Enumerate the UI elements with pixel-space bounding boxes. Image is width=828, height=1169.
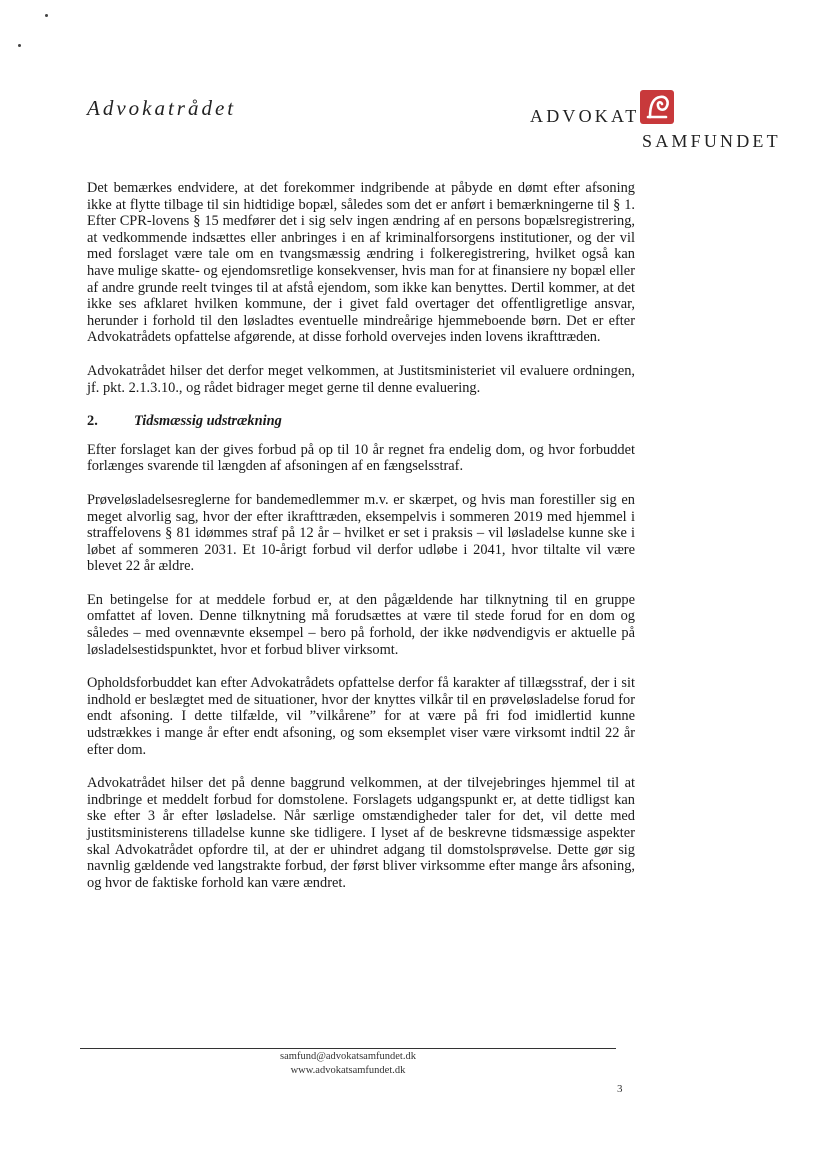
- footer: [80, 1050, 616, 1078]
- section-number: 2.: [87, 413, 98, 430]
- letter-body: [87, 180, 635, 908]
- scan-speck: [45, 14, 48, 17]
- section-title: Tidsmæssig udstrækning: [134, 413, 282, 430]
- paragraph: Det bemærkes endvidere, at det forekommer indgribende at påbyde en dømt efter afsoning ikke at flytte tilbage til sin hidtidige bopæl, således som det er anført i bemærkningerne til § 1. Efter CPR-lovens § 15 medfører det i sig selv ingen ændring af en persons bopælsregistrering, at vedkommende indsættes eller anbringes i en af kriminalforsorgens institutioner, og der vil med forslaget være tale om en tvangsmæssig ændring i folkeregistrering, hvilket også kan have mulige skatte- og ejendomsretlige konsekvenser, hvis man for at finansiere ny bopæl eller af andre grunde reelt tvinges til at afstå ejendom, som ikke kan benyttes. Dertil kommer, at det ikke ses afklaret hvilken kommune, der i givet fald overtager det offentligretlige ansvar, herunder i forhold til den løsladtes eventuelle mindreårige hjemmeboende børn. Det er efter Advokatrådets opfattelse afgørende, at disse forhold overvejes inden lovens ikrafttræden.: [87, 180, 635, 346]
- paragraph: Efter forslaget kan der gives forbud på op til 10 år regnet fra endelig dom, og hvor forbuddet forlænges svarende til længden af afsoningen af en fængselsstraf.: [87, 441, 635, 475]
- logo-emblem-icon: [640, 90, 674, 124]
- scan-speck: [18, 44, 21, 47]
- footer-divider: [80, 1048, 616, 1049]
- section-heading: [87, 413, 635, 430]
- footer-email[interactable]: samfund@advokatsamfundet.dk: [280, 1051, 416, 1062]
- logo-text-samfundet: SAMFUNDET: [642, 131, 781, 151]
- paragraph: Prøveløsladelsesreglerne for bandemedlemmer m.v. er skærpet, og hvis man forestiller sig en meget alvorlig sag, hvor der efter ikrafttræden, eksempelvis i sommeren 2019 med hjemmel i straffelovens § 81 idømmes straf på 12 år – hvilket er set i praksis – vil løsladelse kunne ske i løbet af sommeren 2031. Et 10-årigt forbud vil derfor udløbe i 2041, hvor tiltalte vil være blevet 22 år ældre.: [87, 491, 635, 575]
- paragraph: En betingelse for at meddele forbud er, at den pågældende har tilknytning til en gruppe omfattet af loven. Denne tilknytning må forudsættes at være til stede forud for en dom og således – med ovennævnte eksempel – bero på forhold, der ikke nødvendigvis er aktuelle på løsladelsestidspunktet, hvor et forbud bliver virksomt.: [87, 591, 635, 658]
- advokatsamfundet-logo: [530, 90, 790, 160]
- page-number: 3: [617, 1083, 623, 1095]
- header-title: Advokatrådet: [87, 96, 237, 120]
- paragraph: Opholdsforbuddet kan efter Advokatrådets opfattelse derfor få karakter af tillægsstraf, der i sit indhold er beslægtet med de situationer, hvor der knyttes vilkår til en prøveløsladelse forud for endt afsoning. I dette tilfælde, vil ”vilkårene” for at være på fri fod imidlertid kunne udstrækkes i mange år efter endt afsoning, og som eksemplet viser være virksomt indtil 22 år efter dom.: [87, 675, 635, 758]
- paragraph: Advokatrådet hilser det på denne baggrund velkommen, at der tilvejebringes hjemmel til at indbringe et meddelt forbud for domstolene. Forslagets udgangspunkt er, at dette tidligst kan ske efter 3 år efter løsladelse. Når særlige omstændigheder taler for det, vil dette med justitsministerens tilladelse kunne ske tidligere. I lyset af de beskrevne tidsmæssige aspekter skal Advokatrådet opfordre til, at der er uhindret adgang til domstolsprøvelse. Dette gør sig navnlig gældende ved langstrakte forbud, der først bliver virksomme efter mange års afsoning, og hvor de faktiske forhold kan være ændret.: [87, 775, 635, 891]
- footer-website[interactable]: www.advokatsamfundet.dk: [290, 1065, 406, 1076]
- logo-text-advokat: ADVOKAT: [530, 106, 640, 126]
- paragraph: Advokatrådet hilser det derfor meget velkommen, at Justitsministeriet vil evaluere ordningen, jf. pkt. 2.1.3.10., og rådet bidrager meget gerne til denne evaluering.: [87, 362, 635, 396]
